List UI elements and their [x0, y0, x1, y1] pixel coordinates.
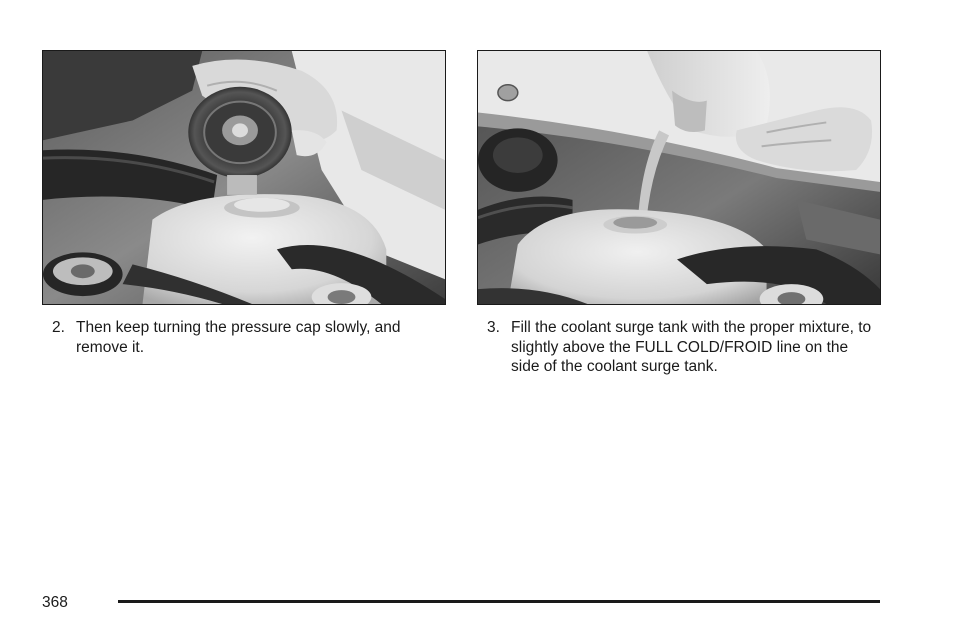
step-2-instruction [52, 318, 432, 357]
step-3-number: 3. [487, 319, 500, 336]
pressure-cap-removal-photo [42, 50, 446, 305]
step-2-number: 2. [52, 319, 65, 336]
coolant-filling-photo-illustration [478, 51, 880, 304]
footer-rule [118, 600, 880, 603]
coolant-filling-photo [477, 50, 881, 305]
page-number: 368 [42, 594, 68, 611]
step-3-instruction [487, 318, 872, 377]
step-2-text: Then keep turning the pressure cap slowly, and remove it. [76, 319, 401, 356]
pressure-cap-photo-illustration [43, 51, 445, 304]
step-3-text: Fill the coolant surge tank with the proper mixture, to slightly above the FULL COLD/FROID line on the side of the coolant surge tank. [511, 319, 872, 375]
